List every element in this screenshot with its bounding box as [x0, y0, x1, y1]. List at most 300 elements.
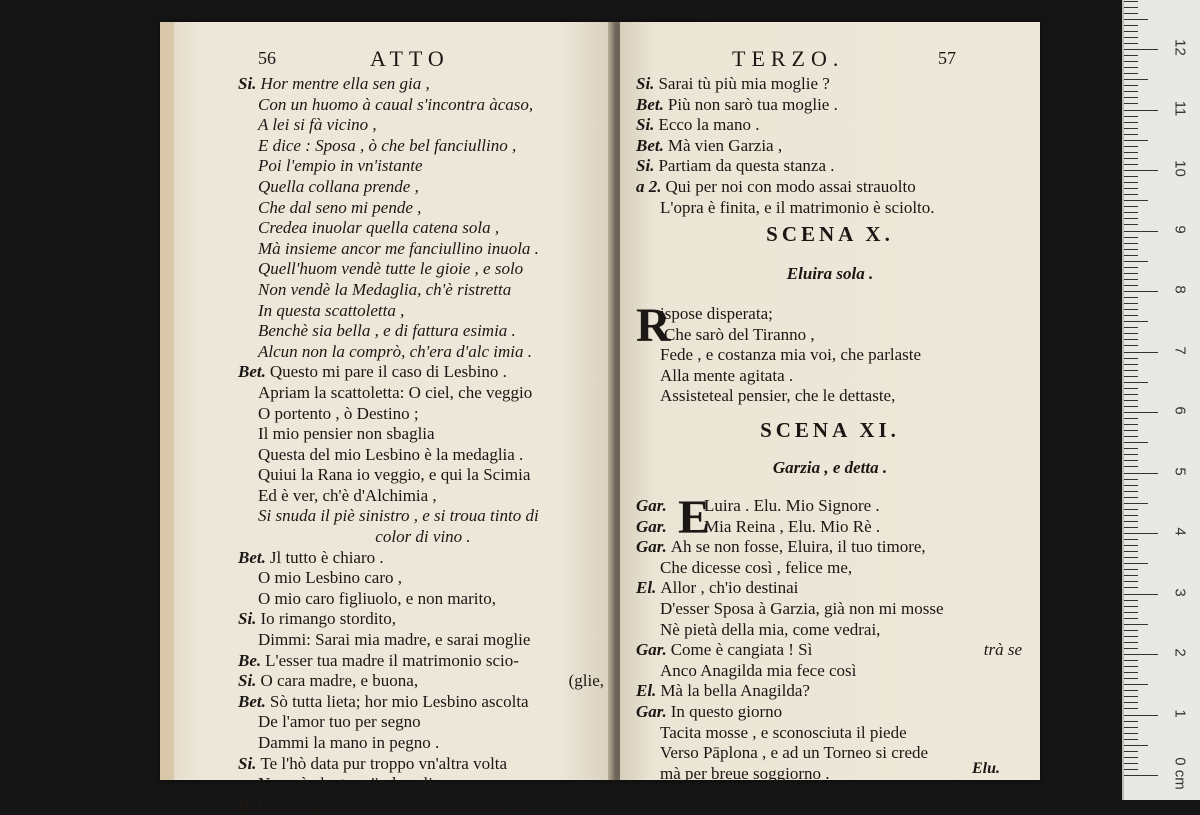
- speaker-label: El.: [636, 681, 657, 701]
- line-text: Allor , ch'io destinai: [660, 578, 799, 598]
- scene-xi-subtitle: Garzia , e detta .: [772, 458, 888, 477]
- ruler-tick: [1124, 188, 1138, 189]
- line-text: Che dicesse così , felice me,: [660, 557, 853, 577]
- ruler-tick: [1124, 733, 1138, 734]
- ruler-tick: [1124, 702, 1138, 703]
- ruler-tick: [1124, 654, 1158, 655]
- ruler-tick: [1124, 345, 1138, 346]
- ruler-tick: [1124, 485, 1138, 486]
- ruler-tick: [1124, 261, 1148, 262]
- text-line: [238, 795, 608, 815]
- text-line: [238, 280, 608, 301]
- text-line: [238, 342, 608, 363]
- text-line: [238, 115, 608, 136]
- ruler-tick: [1124, 727, 1138, 728]
- line-text: Mia Reina , Elu. Mio Rè .: [704, 516, 881, 536]
- ruler-tick: [1124, 388, 1138, 389]
- ruler-tick: [1124, 291, 1158, 292]
- ruler-tick: [1124, 563, 1148, 564]
- open-book: [160, 22, 1040, 814]
- ruler-tick: [1124, 339, 1138, 340]
- line-text: Partiam da questa stanza .: [658, 156, 835, 176]
- line-text: De l'amor tuo per segno: [258, 712, 421, 732]
- line-text: Anco Anagilda mia fece così: [660, 660, 857, 680]
- ruler-tick: [1124, 491, 1138, 492]
- ruler-tick: [1124, 267, 1138, 268]
- line-text: Quella collana prende ,: [258, 176, 419, 196]
- text-line: [238, 692, 608, 713]
- text-line: [636, 661, 1026, 682]
- line-text: Ecco la mano .: [658, 115, 760, 135]
- ruler-tick: [1124, 152, 1138, 153]
- line-text: Benchè sia bella , e di fattura esimia .: [258, 321, 516, 341]
- ruler-tick: [1124, 418, 1138, 419]
- ruler-tick: [1124, 13, 1138, 14]
- speaker-label: Bet.: [238, 691, 266, 711]
- line-text: Quiui la Rana io veggio, e qui la Scimia: [258, 465, 531, 485]
- ruler-tick: [1124, 551, 1138, 552]
- ruler-tick: [1124, 194, 1138, 195]
- speaker-label: Gar.: [636, 496, 667, 515]
- ruler-tick: [1124, 684, 1148, 685]
- line-note: (glie,: [568, 671, 604, 691]
- ruler-tick: [1124, 55, 1138, 56]
- speaker-label: Bet.: [636, 135, 664, 155]
- ruler-tick: [1124, 745, 1148, 746]
- speaker-label: Gar.: [636, 537, 667, 557]
- speaker-label: a 2.: [636, 176, 662, 196]
- ruler-tick: [1124, 473, 1158, 474]
- ruler-tick: [1124, 509, 1138, 510]
- ruler-tick: [1124, 545, 1138, 546]
- line-text: Mà vien Garzia ,: [667, 135, 783, 155]
- text-line: Alla mente agitata .: [660, 365, 794, 385]
- ruler-tick: [1124, 370, 1138, 371]
- ruler-tick: [1124, 660, 1138, 661]
- text-line: ispose disperata;: [660, 304, 773, 323]
- ruler-tick: [1124, 297, 1138, 298]
- text-line: [238, 733, 608, 754]
- text-line: [636, 517, 1026, 538]
- ruler-tick: [1124, 243, 1138, 244]
- ruler-tick: [1124, 279, 1138, 280]
- text-line: [238, 74, 608, 95]
- ruler-label: 11: [1171, 100, 1189, 116]
- line-text: color di vino .: [375, 527, 471, 547]
- line-text: Qui per noi con modo assai strauolto: [665, 176, 916, 196]
- ruler-tick: [1124, 708, 1138, 709]
- line-text: Non vendè la Medaglia, ch'è ristretta: [258, 279, 512, 299]
- text-line: [238, 445, 608, 466]
- ruler-tick: [1124, 448, 1138, 449]
- line-text: Il mio pensier non sbaglia: [258, 424, 435, 444]
- text-line: [238, 671, 608, 692]
- ruler-label: 5: [1171, 466, 1189, 476]
- line-text: Si snuda il piè sinistro , e si troua tinto di: [258, 506, 539, 526]
- text-line: [636, 115, 1026, 136]
- line-text: Hor mentre ella sen gia ,: [260, 74, 430, 93]
- ruler-tick: [1124, 249, 1138, 250]
- ruler-tick: [1124, 97, 1138, 98]
- ruler-tick: [1124, 352, 1158, 353]
- ruler-tick: [1124, 273, 1138, 274]
- text-line: [238, 362, 608, 383]
- ruler-tick: [1124, 7, 1138, 8]
- ruler-tick: [1124, 128, 1138, 129]
- line-text: Ed è ver, ch'è d'Alchimia ,: [258, 485, 437, 505]
- text-line: [636, 599, 1026, 620]
- speaker-label: Gar.: [636, 640, 667, 660]
- ruler-tick: [1124, 231, 1158, 232]
- left-page-number: 56: [258, 48, 276, 68]
- text-line: [238, 630, 608, 651]
- ruler-tick: [1124, 303, 1138, 304]
- text-line: [238, 239, 608, 260]
- text-line: [238, 589, 608, 610]
- text-line: [238, 383, 608, 404]
- ruler-tick: [1124, 327, 1138, 328]
- speaker-label: Si.: [636, 156, 655, 176]
- line-text: In questo giorno: [670, 701, 783, 721]
- ruler-tick: [1124, 460, 1138, 461]
- text-line: [636, 620, 1026, 641]
- line-text: Io rimango stordito,: [260, 609, 396, 629]
- ruler-tick: [1124, 49, 1158, 50]
- text-line: [636, 496, 1026, 517]
- line-text: Verso Pāplona , e ad un Torneo si crede: [660, 743, 929, 763]
- line-text: Luira . Elu. Mio Signore .: [704, 496, 880, 515]
- scene-xi-dropcap: E: [678, 491, 711, 544]
- right-page-number: 57: [938, 48, 956, 68]
- ruler-label: 1: [1171, 708, 1189, 718]
- line-text: Alcun non la comprò, ch'era d'alc imia .: [258, 341, 533, 361]
- ruler-label: 7: [1171, 345, 1189, 355]
- ruler-tick: [1124, 333, 1138, 334]
- line-text: Nè pietà della mia, come vedrai,: [660, 619, 881, 639]
- ruler-label: 6: [1171, 406, 1189, 415]
- line-text: Mà la bella Anagilda?: [660, 681, 810, 701]
- scene-xi-text: [636, 491, 1026, 784]
- speaker-label: Si.: [238, 74, 257, 93]
- ruler-tick: [1124, 85, 1138, 86]
- line-text: mà per breue soggiorno .: [660, 763, 830, 783]
- ruler-tick: [1124, 636, 1138, 637]
- speaker-label: Si.: [238, 753, 257, 773]
- ruler-tick: [1124, 533, 1158, 534]
- ruler-tick: [1124, 624, 1148, 625]
- line-text: Questo mi pare il caso di Lesbino .: [269, 362, 507, 382]
- ruler-tick: [1124, 630, 1138, 631]
- ruler-label: 0 cm: [1171, 757, 1189, 790]
- ruler-tick: [1124, 237, 1138, 238]
- line-text: Quell'huom vendè tutte le gioie , e solo: [258, 259, 524, 279]
- speaker-label: Gar.: [636, 516, 667, 536]
- ruler-tick: [1124, 678, 1138, 679]
- text-line: [238, 198, 608, 219]
- speaker-label: Be.: [238, 650, 262, 670]
- text-line: [636, 198, 1026, 219]
- ruler-label: 4: [1171, 527, 1189, 536]
- ruler-tick: [1124, 146, 1138, 147]
- ruler-tick: [1124, 358, 1138, 359]
- line-text: Con un huomo à caual s'incontra àcaso,: [258, 94, 534, 114]
- ruler-label: 2: [1171, 648, 1189, 657]
- text-line: Che sarò del Tiranno ,: [664, 324, 815, 344]
- ruler-tick: [1124, 606, 1138, 607]
- line-text: O mio caro figliuolo, e non marito,: [258, 588, 496, 608]
- text-line: Fede , e costanza mia voi, che parlaste: [660, 345, 922, 365]
- ruler-tick: [1124, 569, 1138, 570]
- left-page: [160, 22, 612, 814]
- ruler-tick: [1124, 364, 1138, 365]
- speaker-label: Si.: [238, 671, 257, 691]
- text-line: [238, 774, 608, 795]
- text-line: [636, 136, 1026, 157]
- ruler-tick: [1124, 170, 1158, 171]
- measurement-ruler: [1122, 0, 1200, 800]
- text-line: [238, 301, 608, 322]
- ruler-tick: [1124, 79, 1148, 80]
- text-line: [238, 465, 608, 486]
- ruler-tick: [1124, 61, 1138, 62]
- ruler-tick: [1124, 25, 1138, 26]
- ruler-tick: [1124, 696, 1138, 697]
- ruler-label: 3: [1171, 587, 1189, 597]
- ruler-tick: [1124, 503, 1148, 504]
- ruler-tick: [1124, 587, 1138, 588]
- ruler-tick: [1124, 557, 1138, 558]
- ruler-tick: [1124, 140, 1148, 141]
- line-text: Sò tutta lieta; hor mio Lesbino ascolta: [269, 691, 529, 711]
- left-running-head: ATTO: [370, 46, 450, 71]
- ruler-tick: [1124, 37, 1138, 38]
- text-line: [238, 506, 608, 527]
- line-text: Mà insieme ancor me fanciullino inuola .: [258, 238, 539, 258]
- ruler-tick: [1124, 497, 1138, 498]
- line-text: Credea inuolar quella catena sola ,: [258, 218, 500, 238]
- ruler-tick: [1124, 158, 1138, 159]
- ruler-tick: [1124, 539, 1138, 540]
- ruler-tick: [1124, 382, 1148, 383]
- line-text: Più non sarò tua moglie .: [667, 94, 838, 114]
- scene-x-dropcap: R: [636, 299, 671, 352]
- ruler-tick: [1124, 466, 1138, 467]
- ruler-tick: [1124, 224, 1138, 225]
- ruler-tick: [1124, 182, 1138, 183]
- ruler-tick: [1124, 430, 1138, 431]
- ruler-tick: [1124, 134, 1138, 135]
- line-text: Sarai tù più mia moglie ?: [658, 74, 830, 93]
- ruler-tick: [1124, 73, 1138, 74]
- ruler-tick: [1124, 1, 1138, 2]
- speaker-label: El.: [636, 578, 657, 598]
- line-text: O portento , ò Destino ;: [258, 403, 419, 423]
- ruler-tick: [1124, 164, 1138, 165]
- ruler-tick: [1124, 315, 1138, 316]
- ruler-tick: [1124, 581, 1138, 582]
- speaker-label: Si.: [636, 115, 655, 135]
- ruler-tick: [1124, 521, 1138, 522]
- text-line: [238, 177, 608, 198]
- line-text: Tacita mosse , e sconosciuta il piede: [660, 722, 907, 742]
- line-text: Ah se non fosse, Eluira, il tuo timore,: [670, 537, 926, 557]
- ruler-label: 10: [1171, 160, 1189, 177]
- ruler-tick: [1124, 721, 1138, 722]
- text-line: [238, 754, 608, 775]
- text-line: [238, 321, 608, 342]
- text-line: [238, 651, 608, 672]
- ruler-tick: [1124, 212, 1138, 213]
- line-text: L'esser tua madre il matrimonio scio-: [265, 650, 519, 670]
- ruler-tick: [1124, 19, 1148, 20]
- ruler-tick: [1124, 31, 1138, 32]
- ruler-label: 9: [1171, 224, 1189, 234]
- ruler-tick: [1124, 376, 1138, 377]
- ruler-tick: [1124, 600, 1138, 601]
- ruler-tick: [1124, 43, 1138, 44]
- ruler-tick: [1124, 91, 1138, 92]
- ruler-tick: [1124, 309, 1138, 310]
- text-line: [636, 702, 1026, 723]
- ruler-tick: [1124, 666, 1138, 667]
- line-text: A lei si fà vicino ,: [258, 115, 377, 135]
- catchword: Elu.: [972, 760, 1001, 777]
- line-text: In questa scattoletta ,: [258, 300, 405, 320]
- speaker-label: Si.: [636, 74, 655, 93]
- text-line: [636, 723, 1026, 744]
- ruler-label: 12: [1171, 39, 1189, 56]
- text-line: [238, 548, 608, 569]
- ruler-tick: [1124, 110, 1158, 111]
- text-line: [636, 156, 1026, 177]
- ruler-tick: [1124, 757, 1138, 758]
- speaker-label: Bet.: [238, 362, 266, 382]
- ruler-tick: [1124, 67, 1138, 68]
- text-line: [636, 578, 1026, 599]
- text-line: [636, 558, 1026, 579]
- speaker-label: Bet.: [238, 794, 266, 814]
- line-text: Questa del mio Lesbino è la medaglia .: [258, 444, 524, 464]
- text-line: [238, 486, 608, 507]
- ruler-tick: [1124, 751, 1138, 752]
- ruler-tick: [1124, 454, 1138, 455]
- ruler-tick: [1124, 200, 1148, 201]
- text-line: [238, 136, 608, 157]
- text-line: [238, 527, 608, 548]
- ruler-tick: [1124, 442, 1148, 443]
- text-line: [636, 537, 1026, 558]
- ruler-tick: [1124, 255, 1138, 256]
- ruler-label: 8: [1171, 285, 1189, 294]
- text-line: [636, 95, 1026, 116]
- line-text: E dice : Sposa , ò che bel fanciullino ,: [258, 135, 517, 155]
- line-text: imbrogliar non ti posso, e vn timor va-: [269, 794, 533, 814]
- right-top-lines: [636, 74, 1026, 218]
- ruler-tick: [1124, 285, 1138, 286]
- ruler-tick: [1124, 618, 1138, 619]
- ruler-tick: [1124, 527, 1138, 528]
- ruler-tick: [1124, 206, 1138, 207]
- text-line: [238, 95, 608, 116]
- line-text: Jl tutto è chiaro .: [269, 547, 384, 567]
- text-line: [238, 568, 608, 589]
- text-line: [636, 743, 1026, 764]
- line-text: O mio Lesbino caro ,: [258, 568, 402, 588]
- ruler-tick: [1124, 406, 1138, 407]
- text-line: [636, 74, 1026, 95]
- text-line: [238, 404, 608, 425]
- text-line: Assisteteal pensier, che le dettaste,: [660, 386, 896, 406]
- text-line: [636, 640, 1026, 661]
- text-line: [636, 177, 1026, 198]
- right-running-head: TERZO.: [732, 46, 845, 71]
- ruler-tick: [1124, 594, 1158, 595]
- speaker-label: Gar.: [636, 701, 667, 721]
- ruler-tick: [1124, 218, 1138, 219]
- ruler-tick: [1124, 321, 1148, 322]
- line-text: Come è cangiata ! Sì: [670, 640, 813, 660]
- text-line: [636, 681, 1026, 702]
- ruler-tick: [1124, 394, 1138, 395]
- text-line: [238, 259, 608, 280]
- ruler-tick: [1124, 424, 1138, 425]
- text-line: [238, 424, 608, 445]
- ruler-tick: [1124, 612, 1138, 613]
- ruler-tick: [1124, 715, 1158, 716]
- ruler-tick: [1124, 515, 1138, 516]
- line-text: Dimmi: Sarai mia madre, e sarai moglie: [258, 630, 531, 650]
- text-line: [238, 156, 608, 177]
- scene-xi-heading: SCENA XI.: [760, 418, 900, 442]
- line-text: L'opra è finita, e il matrimonio è sciolto.: [660, 197, 935, 217]
- speaker-label: Bet.: [238, 547, 266, 567]
- line-text: Che dal seno mi pende ,: [258, 197, 422, 217]
- line-text: Apriam la scattoletta: O ciel, che veggio: [258, 382, 533, 402]
- text-line: [238, 712, 608, 733]
- text-line: [238, 609, 608, 630]
- line-text: Te l'hò data pur troppo vn'altra volta: [260, 753, 508, 773]
- left-text-block: [238, 74, 608, 815]
- ruler-tick: [1124, 436, 1138, 437]
- speaker-label: Si.: [238, 609, 257, 629]
- ruler-tick: [1124, 412, 1158, 413]
- line-text: Non vò che tu m'imbroglie .: [258, 774, 449, 794]
- line-text: O cara madre, e buona,: [260, 671, 419, 691]
- scene-x-heading: SCENA X.: [766, 222, 894, 246]
- ruler-tick: [1124, 400, 1138, 401]
- ruler-tick: [1124, 575, 1138, 576]
- ruler-tick: [1124, 116, 1138, 117]
- ruler-tick: [1124, 769, 1138, 770]
- ruler-tick: [1124, 672, 1138, 673]
- scene-x-subtitle: Eluira sola .: [786, 264, 874, 283]
- text-line: [238, 218, 608, 239]
- scene-x-text: [660, 304, 1030, 407]
- ruler-tick: [1124, 103, 1138, 104]
- ruler-tick: [1124, 763, 1138, 764]
- line-text: Poi l'empio in vn'istante: [258, 156, 423, 176]
- line-text: Dammi la mano in pegno .: [258, 733, 440, 752]
- ruler-tick: [1124, 176, 1138, 177]
- line-text: D'esser Sposa à Garzia, già non mi mosse: [660, 598, 944, 618]
- ruler-tick: [1124, 648, 1138, 649]
- ruler-tick: [1124, 690, 1138, 691]
- line-note: trà se: [983, 640, 1022, 660]
- ruler-tick: [1124, 642, 1138, 643]
- right-page: [620, 22, 1040, 783]
- speaker-label: Bet.: [636, 94, 664, 114]
- ruler-tick: [1124, 122, 1138, 123]
